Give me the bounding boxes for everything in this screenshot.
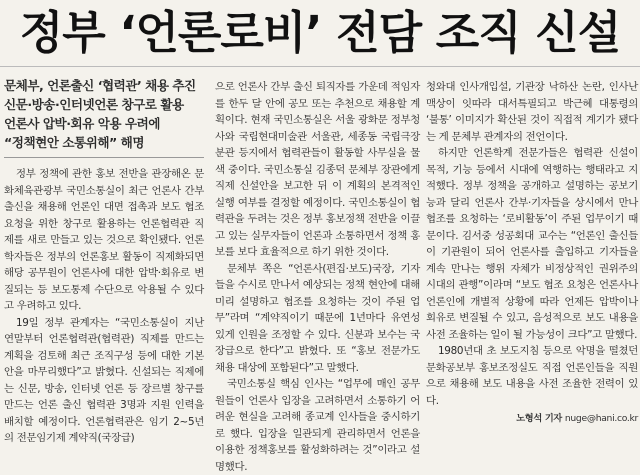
body-paragraph: 하지만 언론학계 전문가들은 협력관 신설이 목적, 기능 등에서 시대에 역행하는 행태라고 지적했다. 정부 정책을 공개하고 설명하는 공보기능과 달리 언론사 간부·기자들을 상시에서 만나 협조를 요청하는 ‘로비활동’이 주된 업무이기 때문이다. 김서중 성공회대 교수는 “언론인 출신들이 기관원이 되어 언론사를 출입하고 기자들을 계속 만나는 행위 자체가 비정상적인 권위주의 시대의 관행”이라며 “보도 협조 요청은 언론사나 언론인에 개별적 상황에 따라 언제든 압박이나 회유로 변질될 수 있고, 음성적으로 보도 내용을 사전 조율하는 일이 될 가능성이 크다”고 말했다. (426, 147, 638, 341)
body-paragraph: 정부 정책에 관한 홍보 전반을 관장해온 문화체육관광부 국민소통실이 최근 언론사 간부 출신을 채용해 언론인 대면 접촉과 보도 협조 요청을 위한 창구로 활용하는 언론협력관 직제를 새로 만들고 있는 것으로 확인됐다. 언론 학자들은 정부의 언론홍보 활동이 직제화되면 해당 공무원이 언론사에 대한 압박·회유로 변질되는 등 보도통제 수단으로 악용될 수 있다고 우려하고 있다. (4, 168, 204, 312)
subheadline (4, 76, 204, 152)
subhead-line: 문체부, 언론출신 ‘협력관’ 채용 추진 (4, 78, 196, 93)
body-paragraph: 19일 정부 관계자는 “국민소통실이 지난 연말부터 언론협력관(협력관) 직제를 만드는 계획을 검토해 최근 조직구성 등에 대한 기본안을 마무리했다”고 밝혔다. 신설되는 직제에는 신문, 방송, 인터넷 언론 등 장르별 창구를 만드는 언론 출신 협력관 3명과 지원 인력을 배치할 예정이다. 언론협력관은 임기 2~5년의 전문임기제 계약직(국장급) (4, 316, 204, 444)
column-3 (426, 79, 638, 429)
body-paragraph: 1980년대 초 보도지침 등으로 악명을 떨쳤던 문화공보부 홍보조정실도 직접 언론인들을 직원으로 채용해 보도 내용을 사전 조율한 전력이 있다. (426, 345, 638, 407)
byline-email[interactable]: nuge@hani.co.kr (564, 413, 638, 424)
headline: 정부 ‘언론로비’ 전담 조직 신설 (19, 6, 621, 59)
body-paragraph: 으로 언론사 간부 출신 퇴직자를 가운데 적임자를 한두 달 안에 공모 또는 추천으로 채용할 계획이다. 현재 국민소통실은 서울 광화문 정부청사와 국립현대미술관 서울관, 세종동 국립극장 분관 등지에서 협력관들이 활동할 사무실을 물색 중이다. 국민소통실 김종덕 문체부 장관에게 직제 신설안을 보고한 뒤 이 계획의 본격적인 실행 여부를 결정할 예정이다. 국민소통실이 협력관을 두려는 것은 정부 홍보정책 전반을 이끌고 있는 실무자들이 언론과 소통하면서 정책 홍보를 보다 효율적으로 하기 위한 것이다. (215, 81, 420, 258)
subhead-line: 언론사 압박·회유 악용 우려에 (4, 116, 160, 131)
body-paragraph: 문체부 쪽은 “언론사(편집·보도)국장, 기자들을 수시로 만나서 예상되는 정책 현안에 대해 미리 설명하고 협조를 요청하는 것이 주된 업무”라며 “계약직이기 때문에 1년마다 유연성 있게 인원을 조정할 수 있다. 신분과 보수는 국장급으로 한다”고 밝혔다. 또 “홍보 전문가도 채용 대상에 포함된다”고 말했다. (215, 262, 420, 374)
subhead-line: 신문·방송·인터넷언론 창구로 활용 (4, 97, 184, 112)
byline (426, 411, 638, 428)
headline-rule (0, 66, 640, 67)
subhead-rule (4, 157, 204, 158)
subhead-line: “정책현안 소통위해” 해명 (4, 135, 144, 150)
byline-name: 노형석 기자 (516, 413, 562, 424)
body-paragraph: 국민소통실 핵심 인사는 “업무에 매인 공무원들이 언론사 입장을 고려하면서 소통하기 어려운 현실을 고려해 종교계 인사들을 중시하기로 했다. 입장을 일관되게 관리하면서 언론을 이용한 정책홍보를 활성화하려는 것”이라고 설명했다. (215, 378, 420, 473)
body-paragraph: 청와대 인사개입설, 기관장 낙하산 논란, 인사난맥상이 잇따라 대서특필되고 박근혜 대통령의 ‘불통’ 이미지가 확산된 것이 직접적 계기가 됐다는 게 문체부 관계자의 전언이다. (426, 81, 638, 143)
column-2 (215, 79, 420, 473)
column-1 (4, 76, 204, 447)
